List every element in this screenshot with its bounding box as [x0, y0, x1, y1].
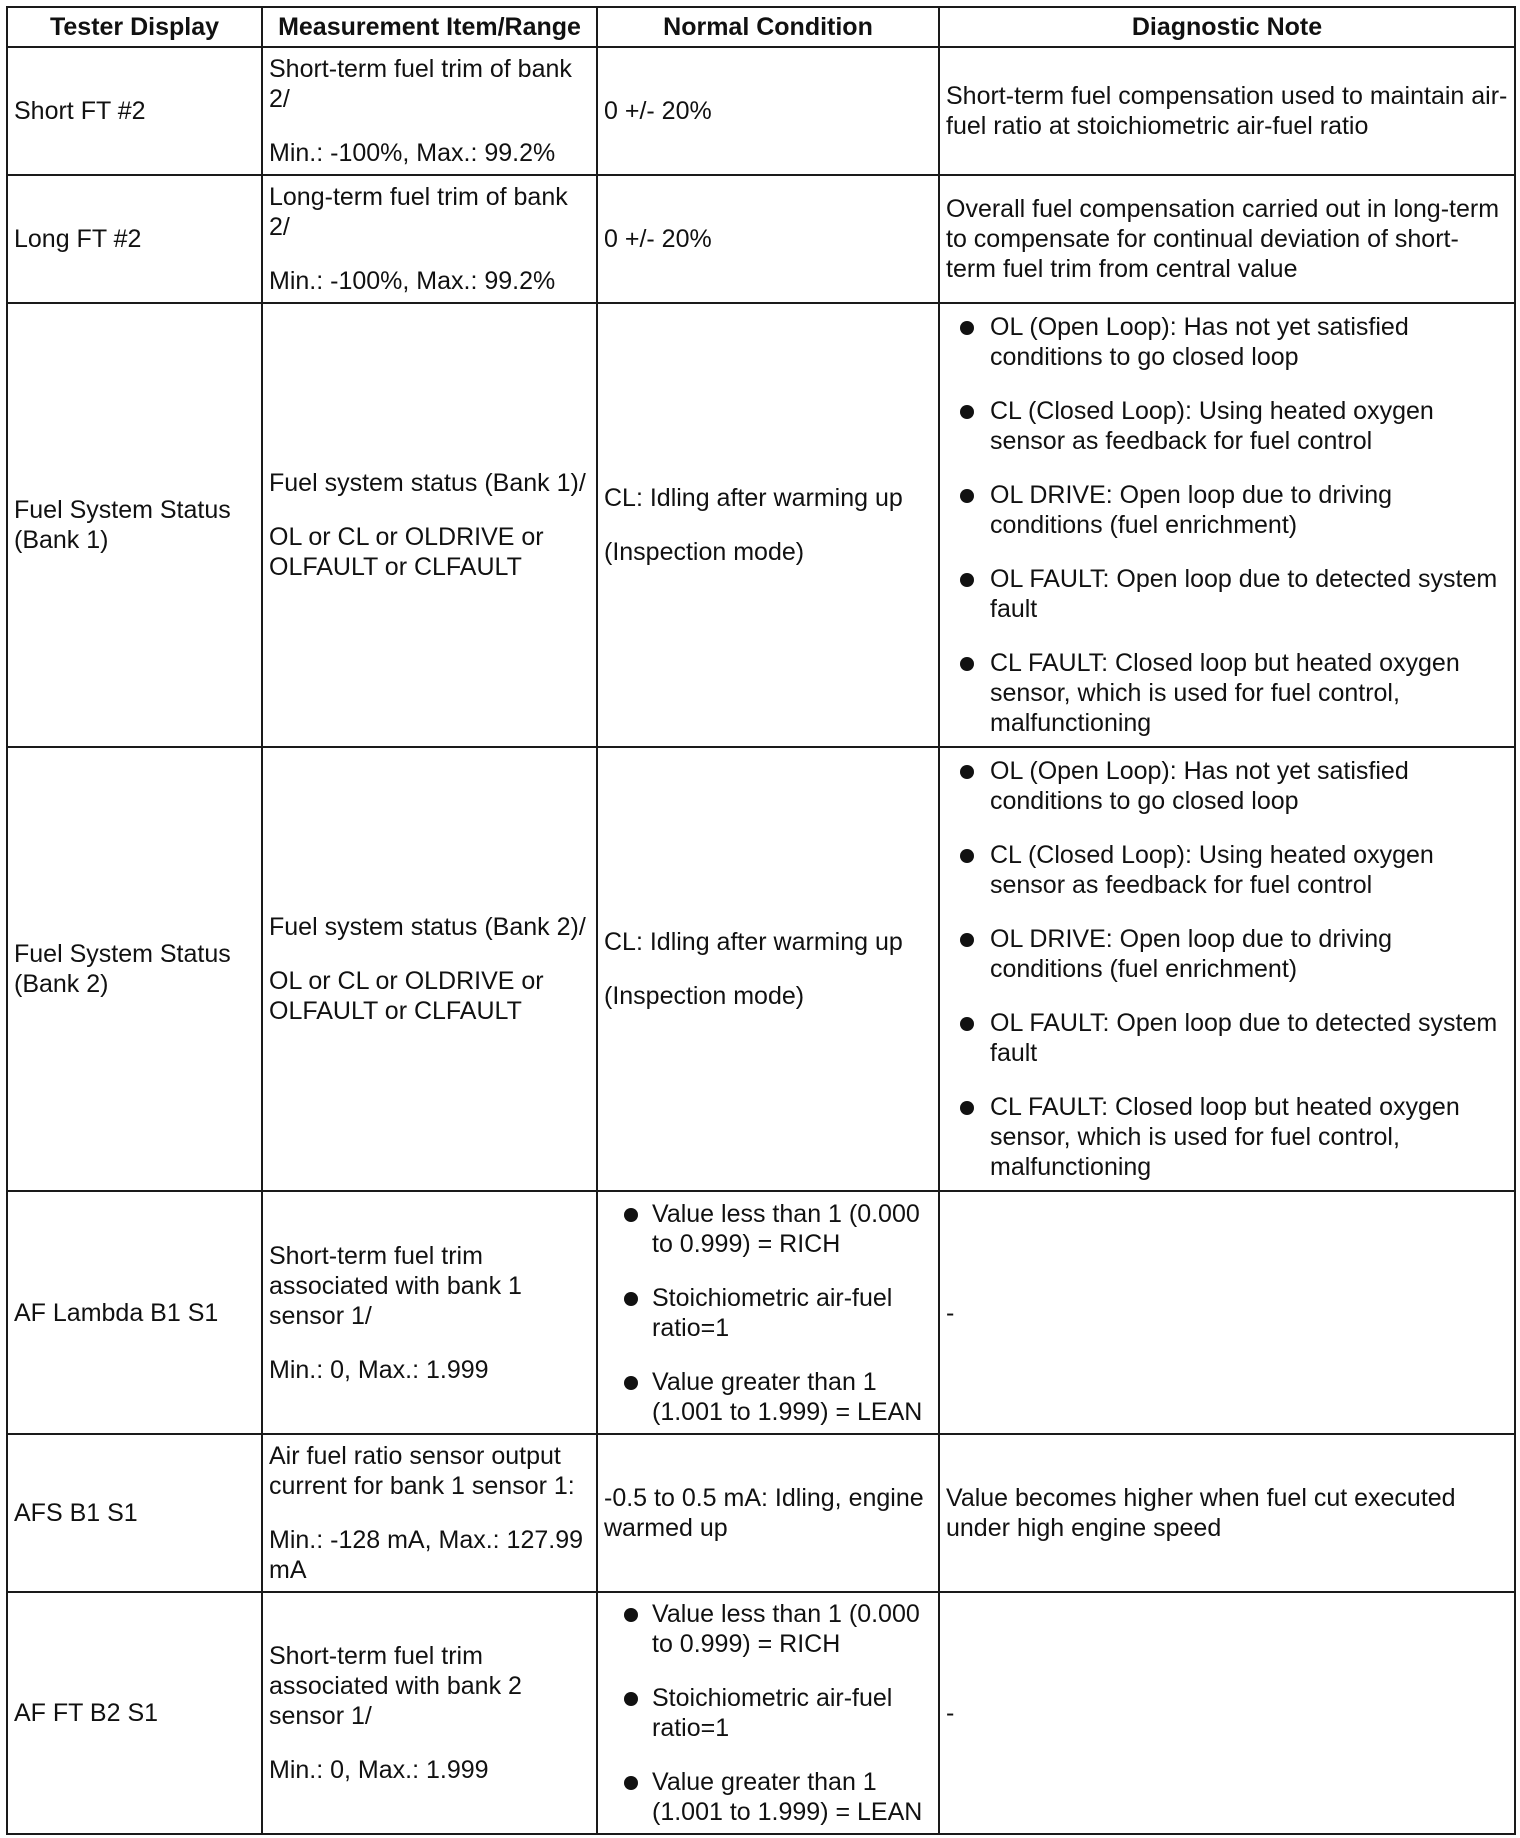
measurement-text: Short-term fuel trim associated with bank 2 sensor 1/ — [269, 1642, 522, 1730]
header-measurement: Measurement Item/Range — [262, 7, 597, 47]
note-list-item: CL FAULT: Closed loop but heated oxygen sensor, which is used for fuel control, malfunctioning — [946, 1092, 1508, 1182]
table-row — [7, 303, 1515, 747]
cell-diagnostic-note — [939, 47, 1515, 175]
table-row — [7, 1592, 1515, 1834]
measurement-text: Min.: 0, Max.: 1.999 — [269, 1756, 489, 1784]
measurement-text: Short-term fuel trim associated with bank 1 sensor 1/ — [269, 1241, 522, 1330]
measurement-text: Fuel system status (Bank 2)/ — [269, 913, 586, 941]
normal-list — [604, 1199, 932, 1427]
normal-list — [604, 1599, 932, 1827]
cell-normal-condition — [597, 175, 939, 303]
cell-tester-display: Fuel System Status (Bank 1) — [7, 303, 262, 747]
cell-measurement — [262, 1434, 597, 1592]
measurement-text: Min.: -100%, Max.: 99.2% — [269, 139, 556, 167]
note-list-item: CL (Closed Loop): Using heated oxygen sensor as feedback for fuel control — [946, 840, 1508, 900]
measurement-text: Long-term fuel trim of bank 2/ — [269, 183, 568, 241]
cell-measurement — [262, 747, 597, 1191]
cell-normal-condition — [597, 1592, 939, 1834]
cell-diagnostic-note — [939, 1191, 1515, 1434]
note-list — [946, 312, 1508, 738]
normal-text: 0 +/- 20% — [604, 225, 712, 253]
note-text: - — [946, 1699, 955, 1727]
table-row — [7, 1434, 1515, 1592]
normal-list-item: Value greater than 1 (1.001 to 1.999) = LEAN — [604, 1767, 932, 1827]
note-list-item: OL FAULT: Open loop due to detected system fault — [946, 1008, 1508, 1068]
note-list-item: CL (Closed Loop): Using heated oxygen sensor as feedback for fuel control — [946, 396, 1508, 456]
cell-measurement — [262, 1592, 597, 1834]
header-tester-display: Tester Display — [7, 7, 262, 47]
note-list-item: CL FAULT: Closed loop but heated oxygen sensor, which is used for fuel control, malfunctioning — [946, 648, 1508, 738]
measurement-text: OL or CL or OLDRIVE or OLFAULT or CLFAULT — [269, 967, 544, 1025]
table-row — [7, 747, 1515, 1191]
normal-list-item: Value less than 1 (0.000 to 0.999) = RICH — [604, 1599, 932, 1659]
cell-normal-condition — [597, 747, 939, 1191]
cell-tester-display: AF FT B2 S1 — [7, 1592, 262, 1834]
normal-text: CL: Idling after warming up — [604, 484, 903, 512]
note-list-item: OL DRIVE: Open loop due to driving conditions (fuel enrichment) — [946, 480, 1508, 540]
normal-text: -0.5 to 0.5 mA: Idling, engine warmed up — [604, 1484, 924, 1542]
cell-tester-display: Fuel System Status (Bank 2) — [7, 747, 262, 1191]
header-row — [7, 7, 1515, 47]
normal-text: (Inspection mode) — [604, 982, 805, 1010]
header-normal-condition: Normal Condition — [597, 7, 939, 47]
cell-diagnostic-note — [939, 175, 1515, 303]
table-body — [7, 47, 1515, 1834]
cell-tester-display: Short FT #2 — [7, 47, 262, 175]
note-text: Short-term fuel compensation used to maintain air-fuel ratio at stoichiometric air-fuel ratio — [946, 82, 1508, 140]
table-header — [7, 7, 1515, 47]
cell-measurement — [262, 303, 597, 747]
normal-text: (Inspection mode) — [604, 538, 805, 566]
cell-measurement — [262, 1191, 597, 1434]
note-list-item: OL (Open Loop): Has not yet satisfied conditions to go closed loop — [946, 312, 1508, 372]
normal-list-item: Stoichiometric air-fuel ratio=1 — [604, 1683, 932, 1743]
cell-measurement — [262, 47, 597, 175]
measurement-text: Air fuel ratio sensor output current for bank 1 sensor 1: — [269, 1442, 575, 1500]
note-list-item: OL DRIVE: Open loop due to driving conditions (fuel enrichment) — [946, 924, 1508, 984]
measurement-text: Short-term fuel trim of bank 2/ — [269, 55, 572, 113]
measurement-text: OL or CL or OLDRIVE or OLFAULT or CLFAULT — [269, 523, 544, 581]
measurement-text: Min.: -128 mA, Max.: 127.99 mA — [269, 1526, 584, 1584]
data-list-table — [6, 6, 1516, 1835]
table-row — [7, 47, 1515, 175]
cell-tester-display: AF Lambda B1 S1 — [7, 1191, 262, 1434]
measurement-text: Min.: 0, Max.: 1.999 — [269, 1355, 489, 1384]
normal-text: CL: Idling after warming up — [604, 928, 903, 956]
cell-diagnostic-note — [939, 1592, 1515, 1834]
cell-diagnostic-note — [939, 303, 1515, 747]
measurement-text: Min.: -100%, Max.: 99.2% — [269, 267, 556, 295]
cell-tester-display: Long FT #2 — [7, 175, 262, 303]
note-text: Value becomes higher when fuel cut executed under high engine speed — [946, 1484, 1456, 1542]
cell-normal-condition — [597, 303, 939, 747]
header-diagnostic-note: Diagnostic Note — [939, 7, 1515, 47]
cell-normal-condition — [597, 1434, 939, 1592]
normal-list-item: Value less than 1 (0.000 to 0.999) = RICH — [604, 1199, 932, 1259]
cell-diagnostic-note — [939, 747, 1515, 1191]
measurement-text: Fuel system status (Bank 1)/ — [269, 469, 586, 497]
cell-tester-display: AFS B1 S1 — [7, 1434, 262, 1592]
table-row — [7, 175, 1515, 303]
note-text: - — [946, 1298, 955, 1327]
normal-list-item: Value greater than 1 (1.001 to 1.999) = LEAN — [604, 1367, 932, 1427]
note-list-item: OL FAULT: Open loop due to detected system fault — [946, 564, 1508, 624]
cell-measurement — [262, 175, 597, 303]
cell-diagnostic-note — [939, 1434, 1515, 1592]
normal-list-item: Stoichiometric air-fuel ratio=1 — [604, 1283, 932, 1343]
normal-text: 0 +/- 20% — [604, 97, 712, 125]
cell-normal-condition — [597, 47, 939, 175]
note-list-item: OL (Open Loop): Has not yet satisfied conditions to go closed loop — [946, 756, 1508, 816]
note-text: Overall fuel compensation carried out in long-term to compensate for continual deviation of short-term fuel trim from central value — [946, 195, 1500, 283]
table-row — [7, 1191, 1515, 1434]
cell-normal-condition — [597, 1191, 939, 1434]
note-list — [946, 756, 1508, 1182]
